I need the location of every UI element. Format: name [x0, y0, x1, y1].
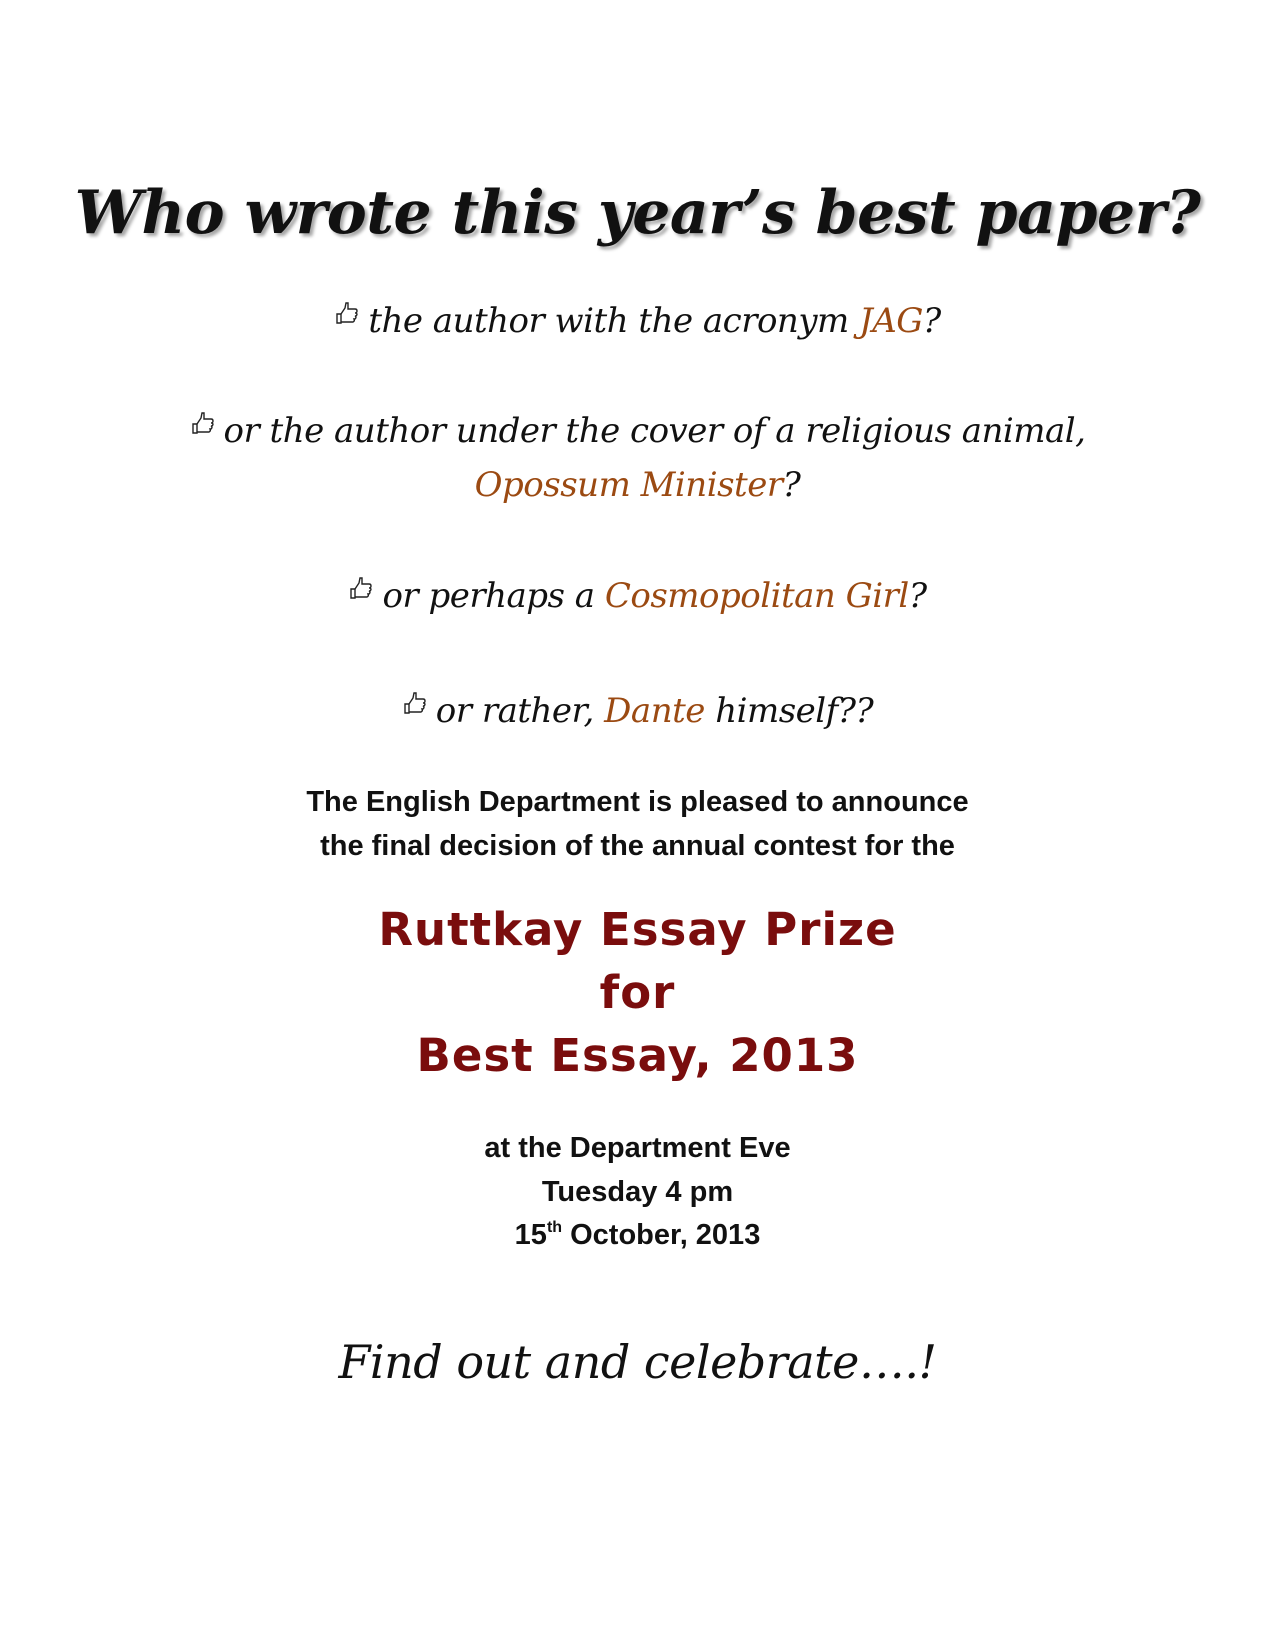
bullet-text: or the author under the cover of a religious animal,	[223, 411, 1086, 451]
bullet-text: the author with the acronym	[368, 301, 860, 341]
announcement-line-1: The English Department is pleased to announce	[306, 786, 969, 818]
headline: Who wrote this year’s best paper?	[74, 178, 1201, 248]
event-place: at the Department Eve	[484, 1132, 791, 1164]
bullet-tail: ?	[782, 465, 801, 505]
event-time: Tuesday 4 pm	[541, 1176, 734, 1208]
bullet-item-opossum-continued	[0, 465, 1275, 505]
event-date	[0, 1219, 1275, 1252]
event-date-suffix: th	[546, 1219, 563, 1236]
event-date-day: 15	[514, 1219, 547, 1251]
highlight-dante: Dante	[604, 691, 705, 731]
bullet-text: or perhaps a	[382, 576, 605, 616]
pointing-hand-icon	[334, 300, 360, 326]
prize-title: Ruttkay Essay Prize	[378, 903, 897, 956]
bullet-item-opossum	[0, 410, 1275, 451]
bullet-item-dante	[0, 690, 1275, 731]
bullet-item-cosmopolitan	[0, 575, 1275, 616]
bullet-tail: ?	[908, 576, 927, 616]
pointing-hand-icon	[348, 575, 374, 601]
pointing-hand-icon	[190, 410, 216, 436]
prize-subtitle: Best Essay, 2013	[416, 1029, 859, 1082]
bullet-item-jag	[0, 300, 1275, 341]
bullet-text: or rather,	[435, 691, 605, 731]
prize-for: for	[599, 966, 676, 1019]
bullet-tail: himself??	[704, 691, 874, 731]
pointing-hand-icon	[402, 690, 428, 716]
announcement-line-2: the final decision of the annual contest for the	[320, 830, 955, 862]
event-date-rest: October, 2013	[562, 1219, 761, 1251]
highlight-jag: JAG	[859, 301, 923, 341]
bullet-tail: ?	[922, 301, 941, 341]
highlight-cosmopolitan-girl: Cosmopolitan Girl	[604, 576, 909, 616]
highlight-opossum-minister: Opossum Minister	[474, 465, 783, 505]
closing-line: Find out and celebrate….!	[338, 1335, 937, 1389]
